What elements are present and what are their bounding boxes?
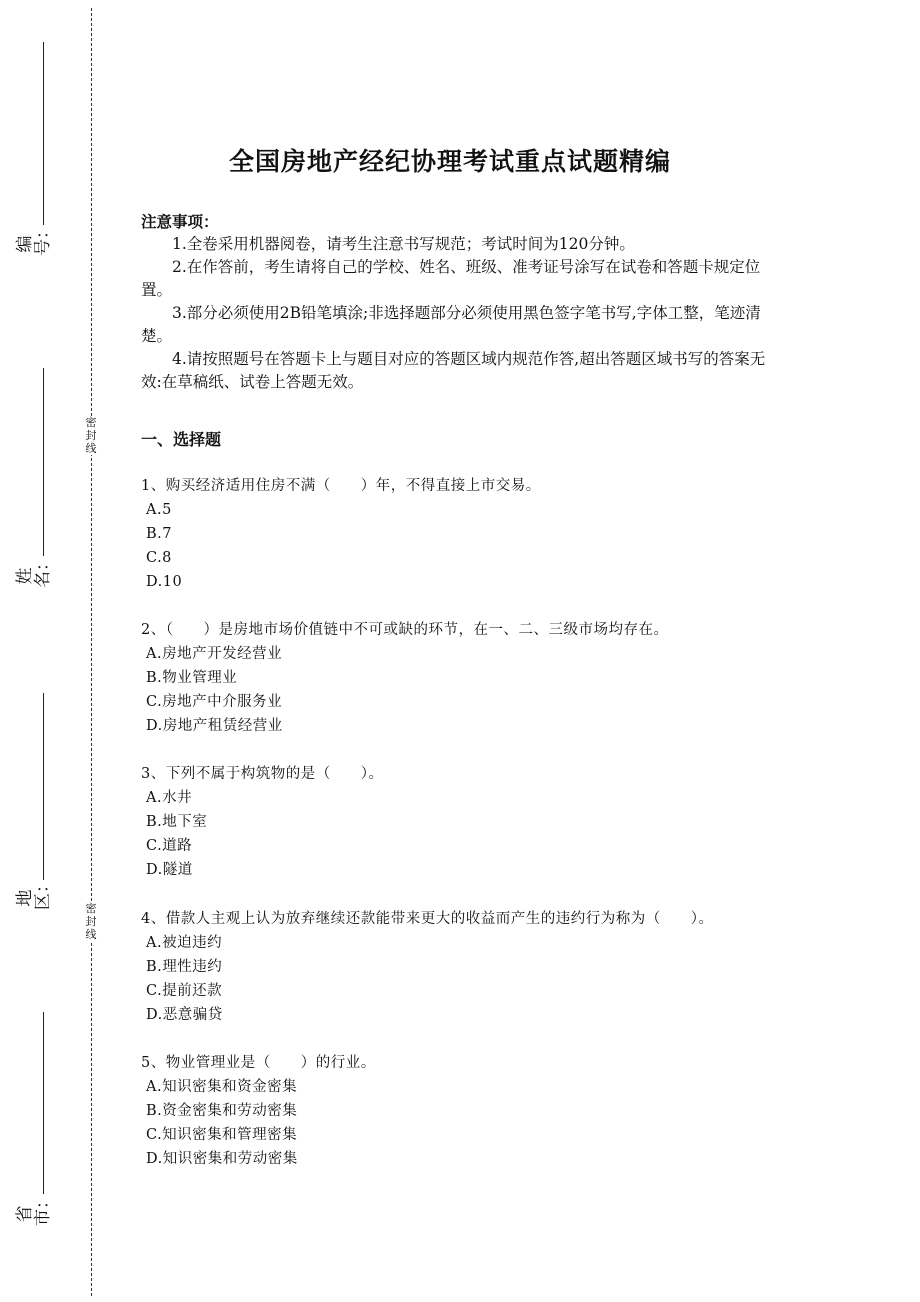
field-label-number: 编号：: [15, 222, 53, 256]
question-2: [141, 618, 821, 738]
exam-title: 全国房地产经纪协理考试重点试题精编: [228, 147, 671, 176]
note-item: 3.部分必须使用2B铅笔填涂;非选择题部分必须使用黑色签字笔书写,字体工整，笔迹清楚。: [141, 304, 761, 345]
question-stem: 2、（ ）是房地市场价值链中不可或缺的环节，在一、二、三级市场均存在。: [141, 622, 669, 638]
question-option: C.提前还款: [146, 983, 223, 999]
fill-line-region: [43, 693, 44, 880]
question-stem: 4、借款人主观上认为放弃继续还款能带来更大的收益而产生的违约行为称为（ ）。: [141, 911, 714, 927]
question-option: B.资金密集和劳动密集: [146, 1103, 298, 1119]
note-item: 4.请按照题号在答题卡上与题目对应的答题区域内规范作答,超出答题区域书写的答案无效:在草稿纸、试卷上答题无效。: [141, 350, 766, 391]
question-option: B.理性违约: [146, 959, 223, 975]
question-option: C.8: [146, 550, 172, 566]
question-option: B.物业管理业: [146, 670, 238, 686]
question-option: A.知识密集和资金密集: [146, 1079, 298, 1095]
fill-line-name: [43, 368, 44, 556]
note-item: 2.在作答前，考生请将自己的学校、姓名、班级、准考证号涂写在试卷和答题卡规定位置。: [141, 258, 761, 299]
seal-text-lower: 密 封 线: [85, 902, 97, 941]
question-option: C.房地产中介服务业: [146, 694, 283, 710]
question-stem: 1、购买经济适用住房不满（ ）年，不得直接上市交易。: [141, 478, 541, 494]
fill-line-province: [43, 1012, 44, 1194]
field-label-name: 姓名：: [15, 554, 53, 588]
question-option: A.5: [146, 502, 172, 518]
question-option: A.被迫违约: [146, 935, 223, 951]
question-option: C.知识密集和管理密集: [146, 1127, 298, 1143]
question-4: [141, 907, 821, 1027]
question-option: A.房地产开发经营业: [146, 646, 283, 662]
question-option: D.隧道: [146, 862, 193, 878]
field-label-province: 省市：: [15, 1192, 53, 1226]
question-option: A.水井: [146, 790, 193, 806]
section-title: 一、选择题: [141, 430, 222, 449]
notes-heading: 注意事项：: [141, 212, 219, 231]
question-5: [141, 1051, 821, 1171]
notes-block: [141, 210, 783, 394]
question-option: D.10: [146, 574, 183, 590]
question-option: B.地下室: [146, 814, 208, 830]
seal-text-upper: 密 封 线: [85, 416, 97, 455]
question-stem: 3、下列不属于构筑物的是（ ）。: [141, 766, 384, 782]
question-option: B.7: [146, 526, 172, 542]
fill-line-number: [43, 42, 44, 225]
question-1: [141, 474, 821, 594]
question-option: D.恶意骗贷: [146, 1007, 223, 1023]
question-stem: 5、物业管理业是（ ）的行业。: [141, 1055, 376, 1071]
question-option: D.房地产租赁经营业: [146, 718, 283, 734]
question-option: C.道路: [146, 838, 193, 854]
question-3: [141, 762, 821, 882]
note-item: 1.全卷采用机器阅卷，请考生注意书写规范；考试时间为120分钟。: [172, 235, 635, 253]
field-label-region: 地区：: [15, 876, 53, 910]
question-option: D.知识密集和劳动密集: [146, 1151, 298, 1167]
binding-dashed-line: [91, 8, 92, 1296]
